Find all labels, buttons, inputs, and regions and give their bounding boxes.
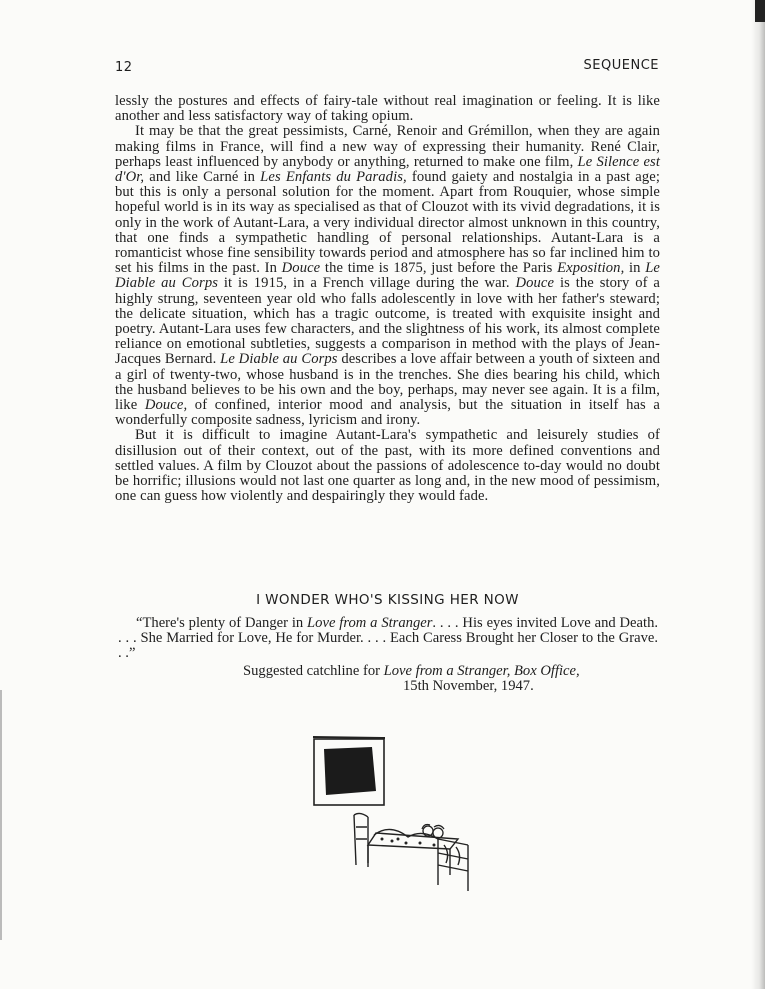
source-title: Love from a Stranger, Box Office,: [383, 663, 580, 679]
film-title: Love from a Stranger: [307, 615, 433, 631]
film-title: Douce,: [144, 397, 188, 414]
page-edge-shadow: [751, 0, 765, 989]
paragraph-3: But it is difficult to imagine Autant-Lara's sympathetic and leisurely studies of disillusion out of their context, out of the past, with its more defined conventions and settled values. A film by Clouzot about the passions of adolescence to-day would no doubt be horrific; illusions would not last one quarter as long and, in the new mood of pessimism, one can guess how violently and despairingly they would fade.: [115, 427, 660, 505]
event-name: Exposition,: [557, 260, 625, 277]
bed-drawing: [354, 813, 468, 891]
article-body: [115, 94, 660, 504]
paragraph-1: lessly the postures and effects of fairy-tale without real imagination or feeling. It is like another and less satisfactory way of taking opium.: [115, 93, 660, 125]
corner-mark: [755, 0, 765, 22]
running-head: SEQUENCE: [583, 58, 659, 73]
film-title: Le Diable au Corps: [220, 351, 338, 368]
binding-line: [0, 690, 2, 940]
bedroom-cartoon: [310, 735, 480, 895]
window-drawing: [313, 737, 385, 805]
film-title: Le Diable au Corps: [115, 260, 660, 292]
source-date: 15th November, 1947.: [403, 678, 534, 695]
film-title: Le Silence est d'Or,: [115, 153, 660, 186]
film-title: Douce: [515, 275, 555, 292]
film-title: Douce: [281, 260, 321, 277]
page-number: 12: [115, 60, 133, 75]
catchline-quote: “There's plenty of Danger in Love from a Stranger. . . . His eyes invited Love and Death. . . . She Married for Love, He for Murder. . . . Each Caress Brought her Closer to the Grave. . .”: [118, 615, 659, 662]
quote-source: Suggested catchline for Love from a Stranger, Box Office, 15th November, 1947.: [243, 664, 658, 694]
film-title: Les Enfants du Paradis,: [260, 169, 407, 186]
paragraph-2: It may be that the great pessimists, Carné, Renoir and Grémillon, when they are again making films in France, will find a new way of expressing their humanity. René Clair, perhaps least influenced by anybody or anything, returned to make one film, Le Silence est d'Or, and like Carné in Les Enfants du Paradis, found gaiety and nostalgia in a past age; but this is only a personal solution for the moment. Apart from Rouquier, whose simple hopeful world is in its way as specialised as that of Clouzot with its vivid degradations, it is only in the work of Autant-Lara, a very individual director almost unknown in this country, that one finds a sympathetic handling of personal relationships. Autant-Lara is a romanticist whose fine sensibility towards period and atmosphere has so far inclined him to set his films in the past. In Douce the time is 1875, just before the Paris Exposition, in Le Diable au Corps it is 1915, in a French village during the war. Douce is the story of a highly strung, seventeen year old who falls adolescently in love with her father's steward; the delicate situation, which has a tragic outcome, is treated with exquisite insight and poetry. Autant-Lara uses few characters, and the slightness of his work, its almost complete reliance on emotional subtleties, suggests a comparison in method with the plays of Jean-Jacques Bernard. Le Diable au Corps describes a love affair between a youth of sixteen and a girl of twenty-two, whose husband is in the trenches. She dies bearing his child, which the husband believes to be his own and the boy, perhaps, may never see again. It is a film, like Douce, of confined, interior mood and analysis, but the situation in itself has a wonderfully composite sadness, lyricism and irony.: [115, 123, 661, 429]
section-title: I WONDER WHO'S KISSING HER NOW: [256, 592, 519, 608]
